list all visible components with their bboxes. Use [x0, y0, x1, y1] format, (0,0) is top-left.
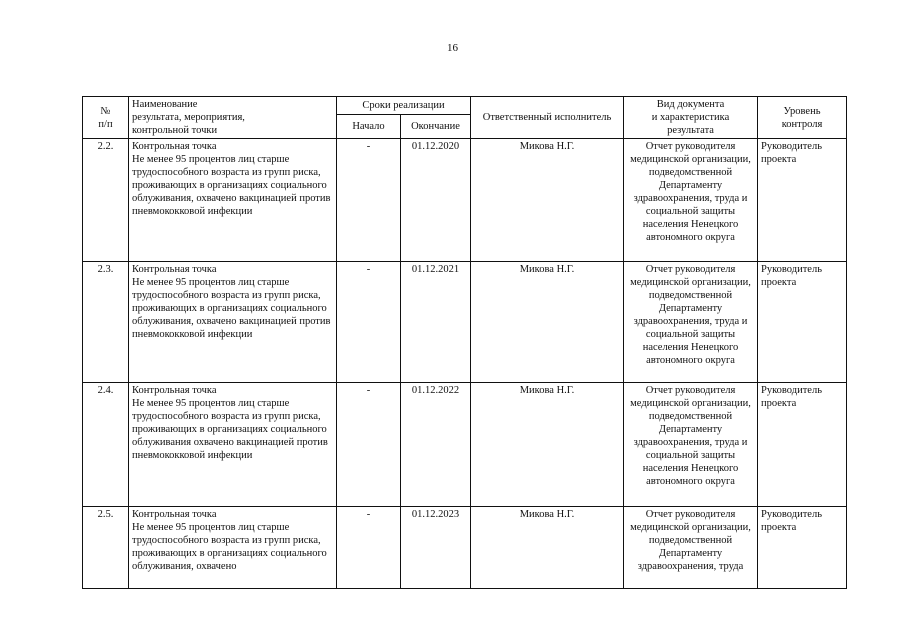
- header-executor: Ответственный исполнитель: [471, 97, 624, 139]
- row-end: 01.12.2020: [401, 139, 471, 262]
- header-period: Сроки реализации: [337, 97, 471, 115]
- header-num: № п/п: [83, 97, 129, 139]
- table-row: [83, 507, 847, 589]
- row-number: 2.5.: [83, 507, 129, 589]
- row-title: Контрольная точка: [132, 385, 217, 396]
- row-executor: Микова Н.Г.: [471, 262, 624, 383]
- row-document: Отчет руководителя медицинской организации, подведомственной Департаменту здравоохранения, труда и социальной защиты населения Ненецкого автономного округа: [624, 139, 758, 262]
- header-document: Вид документа и характеристика результата: [624, 97, 758, 139]
- row-executor: Микова Н.Г.: [471, 507, 624, 589]
- row-description: Не менее 95 процентов лиц старше трудоспособного возраста из групп риска, проживающих в организациях социального облуживания, охвачено: [132, 522, 327, 572]
- row-name-cell: [129, 383, 337, 507]
- row-start: -: [337, 507, 401, 589]
- row-end: 01.12.2021: [401, 262, 471, 383]
- row-executor: Микова Н.Г.: [471, 383, 624, 507]
- row-start: -: [337, 139, 401, 262]
- table-row: [83, 383, 847, 507]
- row-title: Контрольная точка: [132, 141, 217, 152]
- row-number: 2.2.: [83, 139, 129, 262]
- header-start: Начало: [337, 114, 401, 138]
- row-name-cell: [129, 262, 337, 383]
- row-level: Руководитель проекта: [758, 262, 847, 383]
- control-points-table: [82, 96, 847, 589]
- row-title: Контрольная точка: [132, 264, 217, 275]
- row-document: Отчет руководителя медицинской организации, подведомственной Департаменту здравоохранения, труда: [624, 507, 758, 589]
- row-level: Руководитель проекта: [758, 507, 847, 589]
- row-description: Не менее 95 процентов лиц старше трудоспособного возраста из групп риска, проживающих в организациях социального облуживания, охвачено вакцинацией против пневмококковой инфекции: [132, 277, 331, 340]
- row-start: -: [337, 383, 401, 507]
- header-level: Уровень контроля: [758, 97, 847, 139]
- row-document: Отчет руководителя медицинской организации, подведомственной Департаменту здравоохранения, труда и социальной защиты населения Ненецкого автономного округа: [624, 262, 758, 383]
- row-name-cell: [129, 507, 337, 589]
- page-number: 16: [447, 42, 458, 54]
- header-end: Окончание: [401, 114, 471, 138]
- row-document: Отчет руководителя медицинской организации, подведомственной Департаменту здравоохранения, труда и социальной защиты населения Ненецкого автономного округа: [624, 383, 758, 507]
- row-title: Контрольная точка: [132, 509, 217, 520]
- row-description: Не менее 95 процентов лиц старше трудоспособного возраста из групп риска, проживающих в организациях социального облуживания, охвачено вакцинацией против пневмококковой инфекции: [132, 154, 331, 217]
- row-end: 01.12.2023: [401, 507, 471, 589]
- row-end: 01.12.2022: [401, 383, 471, 507]
- row-executor: Микова Н.Г.: [471, 139, 624, 262]
- row-number: 2.3.: [83, 262, 129, 383]
- table-row: [83, 262, 847, 383]
- row-description: Не менее 95 процентов лиц старше трудоспособного возраста из групп риска, проживающих в организациях социального облуживания охвачено вакцинацией против пневмококковой инфекции: [132, 398, 328, 461]
- header-name: Наименование результата, мероприятия, контрольной точки: [129, 97, 337, 139]
- row-level: Руководитель проекта: [758, 383, 847, 507]
- row-number: 2.4.: [83, 383, 129, 507]
- row-level: Руководитель проекта: [758, 139, 847, 262]
- table-row: [83, 139, 847, 262]
- row-start: -: [337, 262, 401, 383]
- row-name-cell: [129, 139, 337, 262]
